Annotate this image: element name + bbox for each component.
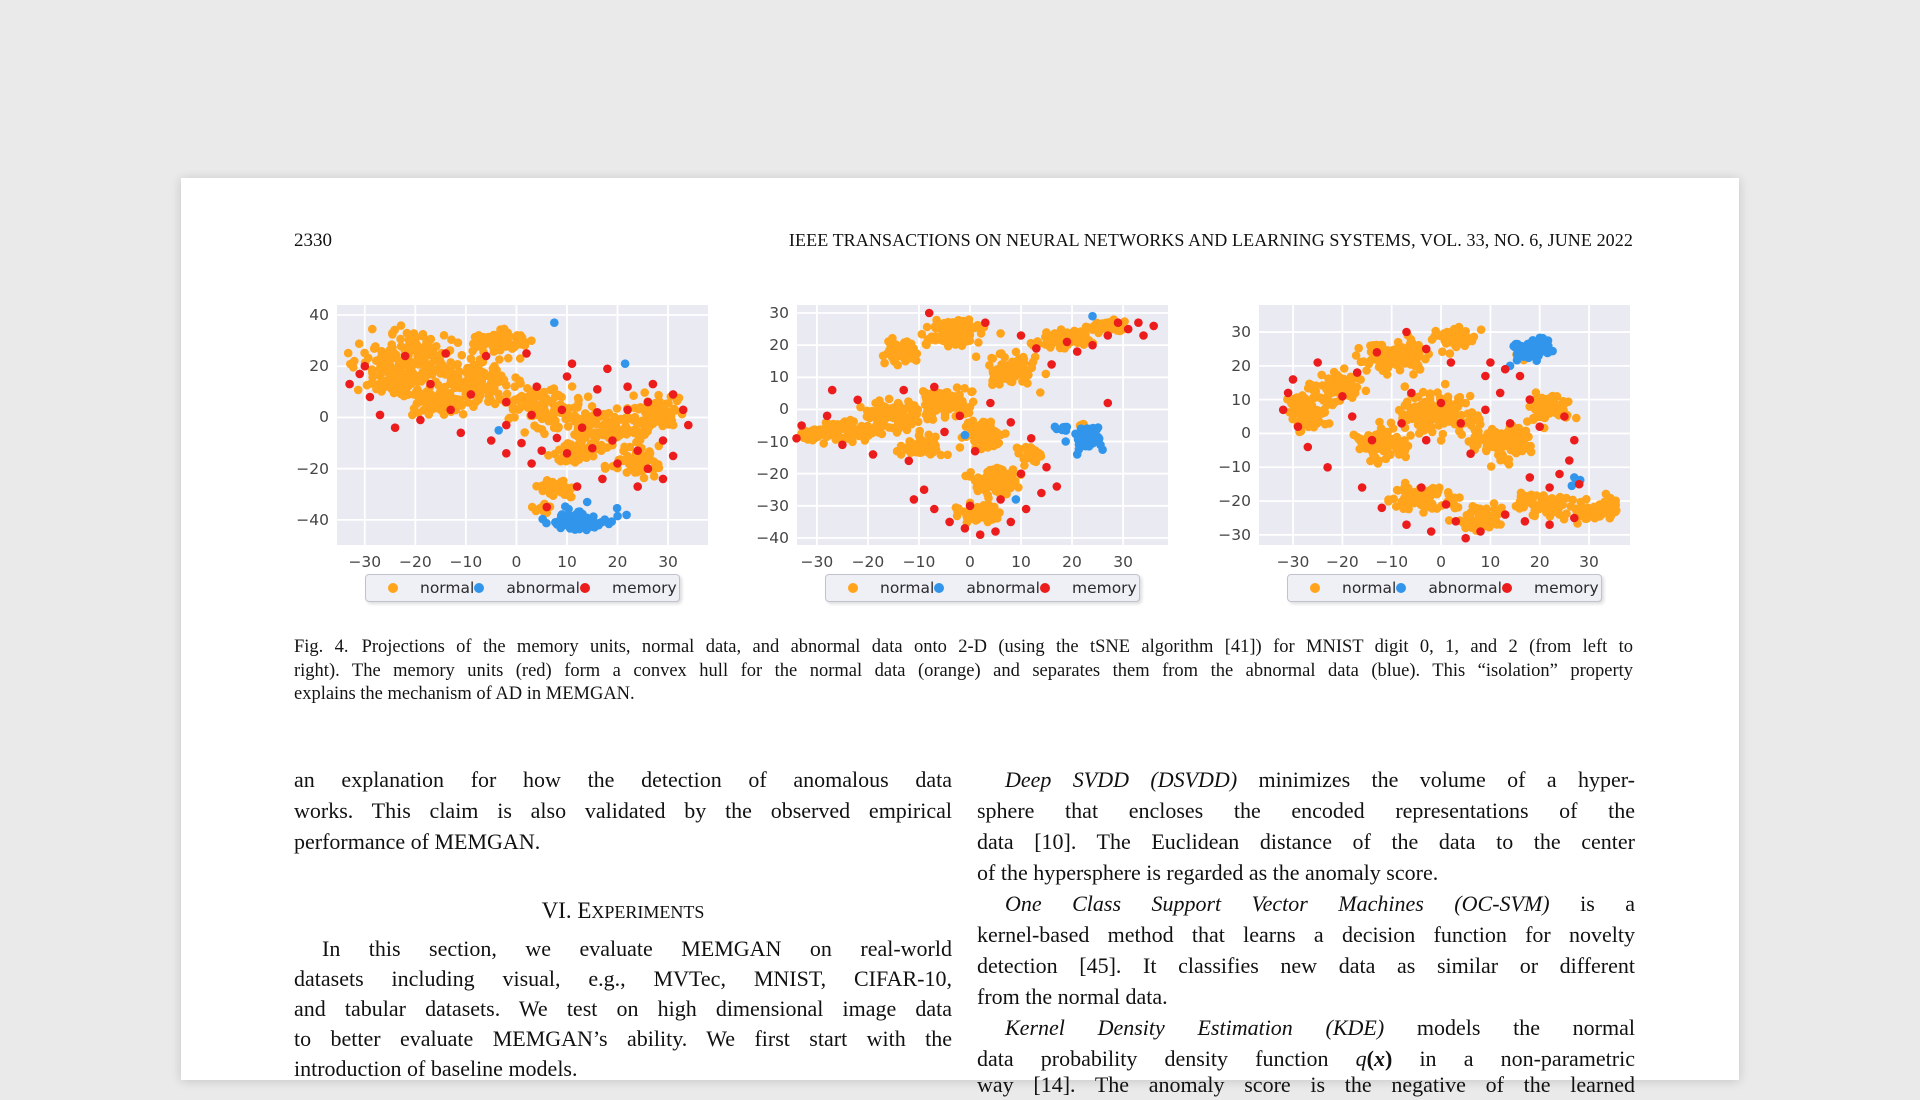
x-tick-label: −30 [348,553,382,571]
x-tick-label: 10 [1480,553,1501,571]
x-tick-label: 30 [1113,553,1133,571]
y-tick-label: 0 [779,400,789,419]
x-tick-label: 20 [1529,553,1550,571]
scatter-canvas-digit-0 [337,305,708,545]
legend-dot-icon [580,583,590,593]
legend-item-abnormal [474,579,580,597]
x-tick-label: 10 [1011,553,1031,571]
y-tick-label: −20 [1218,492,1251,511]
y-tick-label: −20 [756,464,789,483]
text-line: Deep SVDD (DSVDD) minimizes the volume of a hyper- [1005,767,1635,792]
left-column-paragraph [294,764,952,857]
text-line: data [10]. The Euclidean distance of the data to the center [977,829,1635,854]
y-tick-label: −20 [296,459,329,478]
text-line: to better evaluate MEMGAN’s ability. We first start with the [294,1026,952,1051]
legend-dot-icon [388,583,398,593]
y-tick-label: −10 [1218,458,1251,477]
x-tick-label: −10 [902,553,936,571]
legend-dot-icon [1040,583,1050,593]
text-line: In this section, we evaluate MEMGAN on real-world [322,936,952,961]
text-line: works. This claim is also validated by the observed empirical [294,798,952,823]
legend-label: memory [1533,579,1599,597]
y-tick-label: 20 [309,357,329,376]
y-tick-label: 30 [769,304,789,323]
right-column-paragraph [977,888,1635,1012]
x-tick-label: 30 [658,553,678,571]
legend-label: normal [1342,579,1397,597]
y-tick-label: 20 [769,336,789,355]
text-line: kernel-based method that learns a decision function for novelty [977,922,1635,947]
figure-caption [294,636,1633,707]
legend-label: memory [1071,579,1137,597]
text-line: detection [45]. It classifies new data as similar or different [977,953,1635,978]
y-tick-label: 0 [1241,424,1251,443]
legend-dot-icon [1502,583,1512,593]
scatter-canvas-digit-2 [1259,305,1630,545]
legend-dot-icon [1396,583,1406,593]
page-number: 2330 [294,230,332,251]
legend-label: abnormal [1428,579,1502,597]
y-tick-label: −10 [756,432,789,451]
legend-item-memory [1502,579,1599,597]
legend-label: abnormal [966,579,1040,597]
legend-label: abnormal [506,579,580,597]
text-line: sphere that encloses the encoded representations of the [977,798,1635,823]
y-tick-label: 30 [1231,323,1251,342]
left-column-paragraph [294,934,952,1084]
text-line: from the normal data. [977,984,1168,1009]
legend-label: memory [611,579,677,597]
text-line: and tabular datasets. We test on high dimensional image data [294,996,952,1021]
legend-item-memory [1040,579,1137,597]
x-tick-label: 0 [511,553,522,571]
x-tick-label: 20 [1062,553,1082,571]
legend-dot-icon [848,583,858,593]
tsne-plot-digit-2 [1259,305,1630,545]
y-tick-label: −30 [1218,525,1251,544]
running-header [294,230,1633,252]
text-line: explains the mechanism of AD in MEMGAN. [294,684,635,704]
tsne-plot-digit-0 [337,305,708,545]
legend-dot-icon [934,583,944,593]
text-line: performance of MEMGAN. [294,829,541,854]
plot-legend-digit-0 [365,574,680,602]
legend-label: normal [420,579,475,597]
right-column-paragraph [977,1012,1635,1074]
plot-legend-digit-2 [1287,574,1602,602]
text-line: introduction of baseline models. [294,1056,578,1081]
text-line: datasets including visual, e.g., MVTec, MNIST, CIFAR-10, [294,966,952,991]
legend-label: normal [880,579,935,597]
plot-legend-digit-1 [825,574,1140,602]
x-tick-label: 30 [1579,553,1599,571]
text-line: an explanation for how the detection of anomalous data [294,767,952,792]
y-tick-label: 20 [1231,356,1251,375]
x-tick-label: −20 [398,553,432,571]
legend-dot-icon [1310,583,1320,593]
text-line: Kernel Density Estimation (KDE) models the normal [1005,1015,1635,1040]
x-tick-label: −10 [1375,553,1409,571]
text-line: of the hypersphere is regarded as the anomaly score. [977,860,1439,885]
text-line: data probability density function q(x) in a non-parametric [977,1046,1635,1071]
x-tick-label: −10 [449,553,483,571]
y-tick-label: −30 [756,496,789,515]
text-line: Fig. 4. Projections of the memory units, normal data, and abnormal data onto 2-D (using the tSNE algorithm [41]) for MNIST digit 0, 1, and 2 (from left to [294,637,1634,657]
y-tick-label: 0 [319,408,329,427]
tsne-plot-digit-1 [797,305,1168,545]
x-tick-label: −20 [851,553,885,571]
legend-item-normal [388,579,474,597]
y-tick-label: −40 [296,510,329,529]
legend-item-memory [580,579,677,597]
text-line: One Class Support Vector Machines (OC-SVM) is a [1005,891,1635,916]
section-heading: VI. EXPERIMENTS [541,898,705,923]
x-tick-label: −30 [1276,553,1310,571]
x-tick-label: 0 [1436,553,1446,571]
x-tick-label: −20 [1326,553,1359,571]
x-tick-label: −30 [800,553,834,571]
x-tick-label: 20 [607,553,628,571]
text-line: right). The memory units (red) form a convex hull for the normal data (orange) and separates them from the abnormal data (blue). This “isolation” property [294,660,1633,681]
scatter-canvas-digit-1 [797,305,1168,545]
y-tick-label: 10 [1231,390,1251,409]
legend-item-abnormal [934,579,1040,597]
legend-item-abnormal [1396,579,1502,597]
clipped-bottom-line: way [14]. The anomaly score is the negative of the learned [977,1072,1635,1097]
journal-title: IEEE TRANSACTIONS ON NEURAL NETWORKS AND LEARNING SYSTEMS, VOL. 33, NO. 6, JUNE 2022 [788,230,1633,250]
y-tick-label: −40 [756,528,789,547]
x-tick-label: 0 [965,553,975,571]
legend-item-normal [1310,579,1396,597]
right-column-paragraph [977,764,1635,888]
x-tick-label: 10 [557,553,577,571]
y-tick-label: 40 [309,305,329,324]
y-tick-label: 10 [769,368,789,387]
legend-item-normal [848,579,934,597]
legend-dot-icon [474,583,484,593]
